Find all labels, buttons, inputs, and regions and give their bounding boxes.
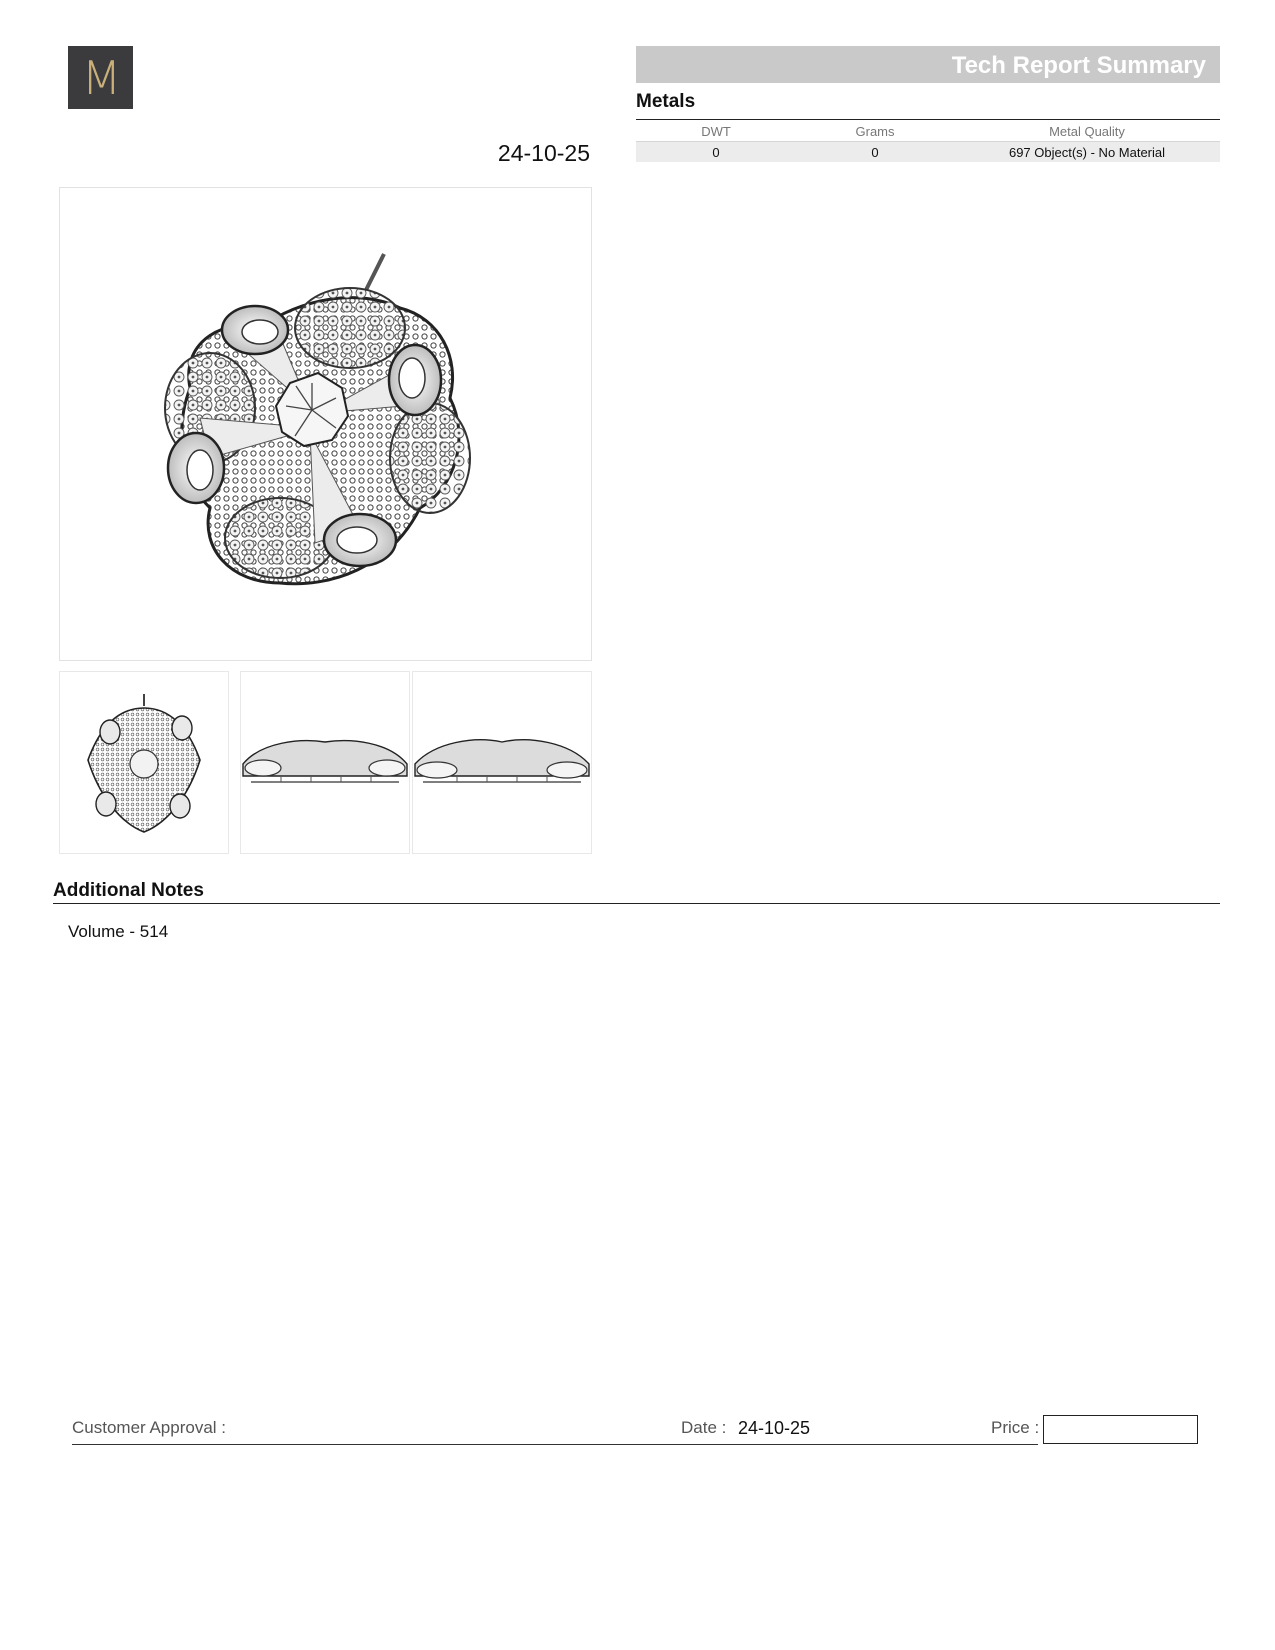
additional-notes-title: Additional Notes xyxy=(53,880,204,901)
pendant-front-graphic xyxy=(60,672,228,853)
metals-divider xyxy=(636,119,1220,120)
price-field[interactable] xyxy=(1043,1415,1198,1444)
customer-approval-label: Customer Approval : xyxy=(72,1418,227,1437)
cell-grams: 0 xyxy=(796,142,954,163)
report-title-banner: Tech Report Summary xyxy=(636,46,1220,83)
pendant-side-alt-graphic xyxy=(413,672,591,853)
pendant-side-graphic xyxy=(241,672,409,853)
cell-metal-quality: 697 Object(s) - No Material xyxy=(954,142,1220,163)
brand-logo-letter: M xyxy=(81,50,120,105)
pendant-render-graphic xyxy=(60,188,591,660)
thumbnail-side-view-alt[interactable] xyxy=(412,671,592,854)
thumbnail-front-view[interactable] xyxy=(59,671,229,854)
signature-line[interactable] xyxy=(72,1444,1038,1445)
metals-header-row xyxy=(636,121,1220,142)
approval-date-value: 24-10-25 xyxy=(738,1418,811,1438)
table-row xyxy=(636,142,1220,163)
price-label: Price : xyxy=(991,1418,1040,1437)
column-header-dwt: DWT xyxy=(701,123,731,139)
notes-divider xyxy=(53,903,1220,904)
approval-date-label: Date : xyxy=(681,1418,727,1437)
cell-dwt: 0 xyxy=(636,142,796,163)
metals-table xyxy=(636,121,1220,162)
column-header-grams: Grams xyxy=(855,123,895,139)
column-header-metal-quality: Metal Quality xyxy=(1049,123,1125,139)
main-product-image xyxy=(59,187,592,661)
metals-section-title: Metals xyxy=(636,91,696,112)
notes-text: Volume - 514 xyxy=(68,922,169,941)
thumbnail-side-view[interactable] xyxy=(240,671,410,854)
brand-logo xyxy=(68,46,133,109)
report-date: 24-10-25 xyxy=(497,140,590,166)
